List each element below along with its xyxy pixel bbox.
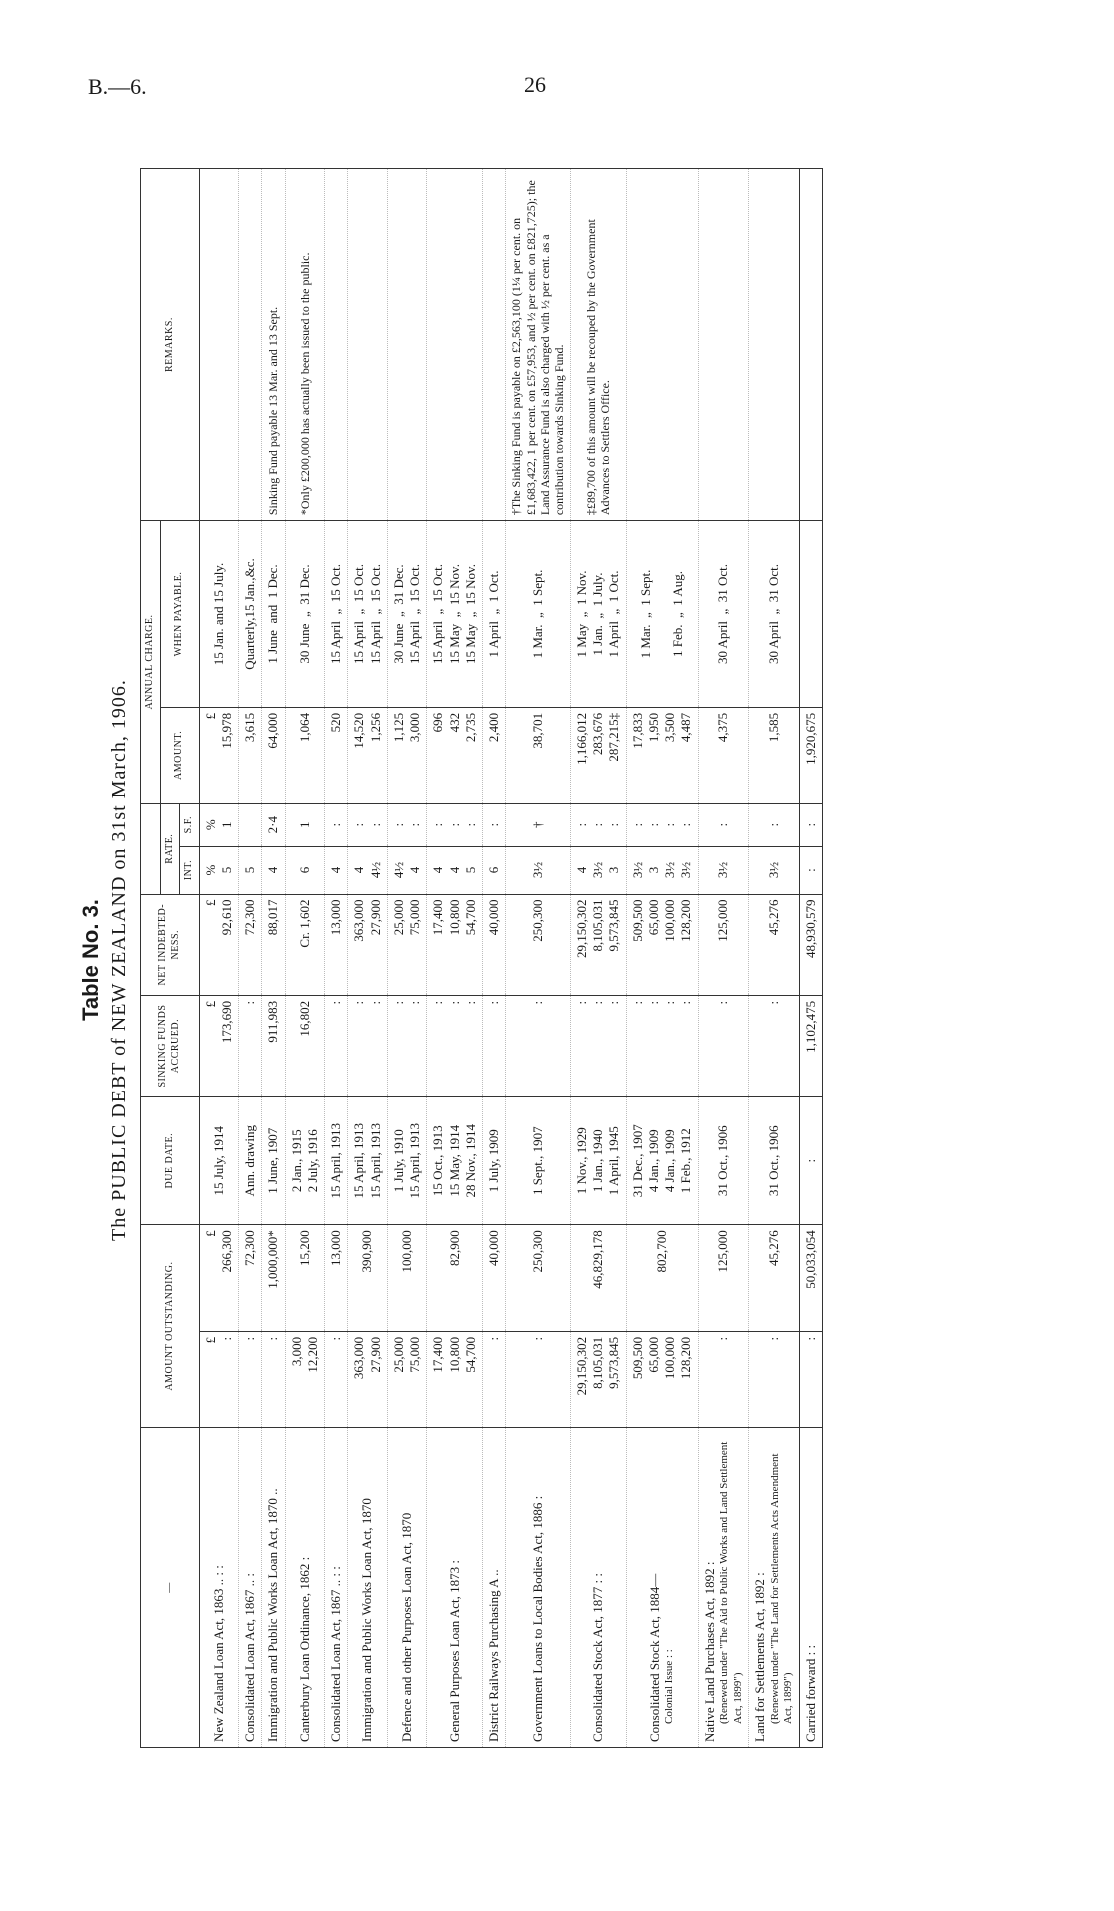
loan-act-sublabel: Colonial Issue : : <box>663 1649 676 1724</box>
loan-act-cell <box>285 1427 325 1747</box>
interest-rate-cell: 4 4½ <box>348 846 388 894</box>
table-row <box>698 169 749 1748</box>
document-reference: B.—6. <box>88 74 147 99</box>
due-date-cell: 1 July, 1909 <box>483 1097 506 1225</box>
sinking-fund-rate-cell: † <box>506 803 571 846</box>
sinking-funds-cell: : : <box>387 995 427 1096</box>
loan-act-cell <box>749 1427 800 1747</box>
sinking-funds-cell: : <box>483 995 506 1096</box>
when-payable-cell: Quarterly,15 Jan.,&c. <box>239 521 262 708</box>
amount-detail-cell: 363,000 27,900 <box>348 1331 388 1427</box>
loan-act-cell <box>348 1427 388 1747</box>
col-header-int: INT. <box>180 846 200 894</box>
interest-rate-cell: 6 <box>285 846 325 894</box>
sinking-fund-rate-cell: 1 <box>285 803 325 846</box>
annual-charge-amount-cell: 17,833 1,950 3,500 4,487 <box>626 707 698 803</box>
net-indebtedness-cell: 40,000 <box>483 894 506 995</box>
amount-total-cell: 45,276 <box>749 1225 800 1332</box>
table-row <box>262 169 285 1748</box>
col-header-sinking-funds: SINKING FUNDS ACCRUED. <box>141 995 200 1096</box>
annual-charge-amount-cell: 1,125 3,000 <box>387 707 427 803</box>
amount-total-cell: £ 266,300 <box>199 1225 239 1332</box>
net-indebtedness-cell: 250,300 <box>506 894 571 995</box>
due-date-cell: 1 July, 1910 15 April, 1913 <box>387 1097 427 1225</box>
annual-charge-amount-cell: 1,064 <box>285 707 325 803</box>
net-indebtedness-cell: 125,000 <box>698 894 749 995</box>
annual-charge-amount-cell: 1,585 <box>749 707 800 803</box>
table-row <box>325 169 348 1748</box>
remarks-cell: Sinking Fund payable 13 Mar. and 13 Sept. <box>262 169 285 521</box>
due-date-cell: 1 Sept., 1907 <box>506 1097 571 1225</box>
sinking-fund-rate-cell: 2·4 <box>262 803 285 846</box>
sinking-funds-cell: : <box>506 995 571 1096</box>
remarks-cell <box>698 169 749 521</box>
net-indebtedness-cell: £ 92,610 <box>199 894 239 995</box>
col-header-when-payable: WHEN PAYABLE. <box>160 521 199 708</box>
table-row <box>749 169 800 1748</box>
interest-rate-cell: 4½ 4 <box>387 846 427 894</box>
sinking-funds-cell: : <box>698 995 749 1096</box>
rotated-table-sheet <box>72 160 932 1760</box>
due-date-cell: 2 Jan., 1915 2 July, 1916 <box>285 1097 325 1225</box>
amount-total-cell: 50,033,054 <box>800 1225 823 1332</box>
loan-act-cell <box>239 1427 262 1747</box>
sinking-funds-cell: 1,102,475 <box>800 995 823 1096</box>
due-date-cell: : <box>800 1097 823 1225</box>
loan-act-cell <box>483 1427 506 1747</box>
col-header-rate: RATE. <box>160 803 180 894</box>
remarks-cell: †The Sinking Fund is payable on £2,563,100 (1¼ per cent. on £1,683,422, 1 per cent. on £57,953, and ½ per cent. on £821,725); the Land Assurance Fund is also charged with ½ per cent. as a contribution towards Sinking Fund. <box>506 169 571 521</box>
sinking-funds-cell: 16,802 <box>285 995 325 1096</box>
loan-act-label: Consolidated Loan Act, 1867 .. : : <box>328 1566 343 1742</box>
interest-rate-cell: : <box>800 846 823 894</box>
loan-act-cell <box>325 1427 348 1747</box>
loan-act-label: Consolidated Stock Act, 1884— <box>647 1573 663 1742</box>
amount-detail-cell: : <box>506 1331 571 1427</box>
interest-rate-cell: % 5 <box>199 846 239 894</box>
table-row <box>570 169 626 1748</box>
loan-act-cell <box>570 1427 626 1747</box>
annual-charge-amount-cell: £ 15,978 <box>199 707 239 803</box>
annual-charge-amount-cell: 2,400 <box>483 707 506 803</box>
table-row <box>285 169 325 1748</box>
net-indebtedness-cell: 29,150,302 8,105,031 9,573,845 <box>570 894 626 995</box>
amount-detail-cell: : <box>239 1331 262 1427</box>
loan-act-label: Consolidated Stock Act, 1877 : : <box>590 1573 606 1742</box>
table-row <box>626 169 698 1748</box>
when-payable-cell: 30 June „ 31 Dec. 15 April „ 15 Oct. <box>387 521 427 708</box>
loan-act-sublabel: (Renewed under "The Aid to Public Works and Land Settlement Act, 1899") <box>717 1441 744 1724</box>
annual-charge-amount-cell: 64,000 <box>262 707 285 803</box>
annual-charge-amount-cell: 3,615 <box>239 707 262 803</box>
loan-act-label: Government Loans to Local Bodies Act, 1886 : <box>529 1495 545 1742</box>
when-payable-cell: 15 April „ 15 Oct. 15 April „ 15 Oct. <box>348 521 388 708</box>
amount-total-cell: 802,700 <box>626 1225 698 1332</box>
sinking-fund-rate-cell: : : <box>348 803 388 846</box>
sinking-funds-cell: : : <box>348 995 388 1096</box>
amount-total-cell: 13,000 <box>325 1225 348 1332</box>
loan-act-label: General Purposes Loan Act, 1873 : <box>446 1560 462 1742</box>
net-indebtedness-cell: 48,930,579 <box>800 894 823 995</box>
remarks-cell <box>239 169 262 521</box>
sinking-funds-cell: : <box>749 995 800 1096</box>
due-date-cell: 1 June, 1907 <box>262 1097 285 1225</box>
when-payable-cell: 15 Jan. and 15 July. <box>199 521 239 708</box>
remarks-cell: ‡£89,700 of this amount will be recouped by the Government Advances to Settlers Office. <box>570 169 626 521</box>
col-header-amount: AMOUNT. <box>160 707 199 803</box>
sinking-fund-rate-cell: : <box>483 803 506 846</box>
loan-act-cell <box>427 1427 483 1747</box>
table-row <box>427 169 483 1748</box>
sinking-funds-cell: : : : : <box>626 995 698 1096</box>
due-date-cell: 31 Oct., 1906 <box>698 1097 749 1225</box>
amount-detail-cell: : <box>262 1331 285 1427</box>
amount-total-cell: 46,829,178 <box>570 1225 626 1332</box>
loan-act-label: Consolidated Loan Act, 1867 .. : <box>242 1573 257 1742</box>
sinking-funds-cell: : : : <box>427 995 483 1096</box>
due-date-cell: 15 April, 1913 15 April, 1913 <box>348 1097 388 1225</box>
col-header-due-date: DUE DATE. <box>141 1097 200 1225</box>
amount-total-cell: 100,000 <box>387 1225 427 1332</box>
loan-act-label: Land for Settlements Act, 1892 : <box>752 1572 768 1742</box>
col-header-sf: S.F. <box>180 803 200 846</box>
amount-total-cell: 1,000,000* <box>262 1225 285 1332</box>
sinking-fund-rate-cell <box>239 803 262 846</box>
amount-detail-cell: £ : <box>199 1331 239 1427</box>
loan-act-cell <box>698 1427 749 1747</box>
loan-act-cell <box>626 1427 698 1747</box>
annual-charge-amount-cell: 14,520 1,256 <box>348 707 388 803</box>
sinking-fund-rate-cell: : <box>749 803 800 846</box>
loan-act-label: Immigration and Public Works Loan Act, 1870 <box>359 1498 375 1742</box>
sinking-funds-cell: : <box>325 995 348 1096</box>
sinking-fund-rate-cell: : <box>325 803 348 846</box>
due-date-cell: 15 April, 1913 <box>325 1097 348 1225</box>
when-payable-cell: 1 May „ 1 Nov. 1 Jan. „ 1 July. 1 April „ 1 Oct. <box>570 521 626 708</box>
sinking-fund-rate-cell: % 1 <box>199 803 239 846</box>
amount-total-cell: 82,900 <box>427 1225 483 1332</box>
loan-act-label: District Railways Purchasing A .. <box>486 1569 501 1742</box>
loan-act-sublabel: (Renewed under "The Land for Settlements Acts Amendment Act, 1899") <box>768 1453 795 1724</box>
interest-rate-cell: 3½ <box>698 846 749 894</box>
sinking-fund-rate-cell: : : <box>387 803 427 846</box>
when-payable-cell: 1 Mar. „ 1 Sept. <box>506 521 571 708</box>
annual-charge-amount-cell: 38,701 <box>506 707 571 803</box>
net-indebtedness-cell: 509,500 65,000 100,000 128,200 <box>626 894 698 995</box>
remarks-cell <box>427 169 483 521</box>
interest-rate-cell: 4 <box>325 846 348 894</box>
when-payable-cell <box>800 521 823 708</box>
sinking-fund-rate-cell: : <box>698 803 749 846</box>
amount-detail-cell: 29,150,302 8,105,031 9,573,845 <box>570 1331 626 1427</box>
amount-detail-cell: 17,400 10,800 54,700 <box>427 1331 483 1427</box>
amount-detail-cell: : <box>698 1331 749 1427</box>
col-header-remarks: REMARKS. <box>141 169 200 521</box>
table-row <box>387 169 427 1748</box>
interest-rate-cell: 4 3½ 3 <box>570 846 626 894</box>
table-row <box>483 169 506 1748</box>
remarks-cell <box>325 169 348 521</box>
due-date-cell: 31 Oct., 1906 <box>749 1097 800 1225</box>
annual-charge-amount-cell: 4,375 <box>698 707 749 803</box>
due-date-cell: Ann. drawing <box>239 1097 262 1225</box>
amount-total-cell: 390,900 <box>348 1225 388 1332</box>
net-indebtedness-cell: 13,000 <box>325 894 348 995</box>
page-number: 26 <box>524 72 546 97</box>
remarks-cell <box>199 169 239 521</box>
annual-charge-amount-cell: 1,920,675 <box>800 707 823 803</box>
loan-act-cell <box>387 1427 427 1747</box>
when-payable-cell: 15 April „ 15 Oct. <box>325 521 348 708</box>
sinking-fund-rate-cell: : : : : <box>626 803 698 846</box>
remarks-cell <box>348 169 388 521</box>
loan-act-label: Canterbury Loan Ordinance, 1862 : <box>296 1556 312 1742</box>
annual-charge-amount-cell: 1,166,012 283,676 287,215‡ <box>570 707 626 803</box>
amount-detail-cell: : <box>749 1331 800 1427</box>
remarks-cell: *Only £200,000 has actually been issued to the public. <box>285 169 325 521</box>
interest-rate-cell: 3½ <box>506 846 571 894</box>
interest-rate-cell: 3½ <box>749 846 800 894</box>
table-caption: The PUBLIC DEBT of NEW ZEALAND on 31st March, 1906. <box>108 679 130 1241</box>
loan-act-label: New Zealand Loan Act, 1863 .. : : <box>210 1565 226 1742</box>
sinking-fund-rate-cell: : : : <box>570 803 626 846</box>
amount-total-cell: 15,200 <box>285 1225 325 1332</box>
net-indebtedness-cell: 45,276 <box>749 894 800 995</box>
due-date-cell: 15 July, 1914 <box>199 1097 239 1225</box>
annual-charge-amount-cell: 696 432 2,735 <box>427 707 483 803</box>
loan-act-label: Immigration and Public Works Loan Act, 1870 .. <box>265 1488 281 1742</box>
interest-rate-cell: 3½ 3 3½ 3½ <box>626 846 698 894</box>
interest-rate-cell: 6 <box>483 846 506 894</box>
amount-detail-cell: 3,000 12,200 <box>285 1331 325 1427</box>
amount-detail-cell: 509,500 65,000 100,000 128,200 <box>626 1331 698 1427</box>
annual-charge-amount-cell: 520 <box>325 707 348 803</box>
loan-act-cell <box>506 1427 571 1747</box>
when-payable-cell: 1 April „ 1 Oct. <box>483 521 506 708</box>
when-payable-cell: 15 April „ 15 Oct. 15 May „ 15 Nov. 15 May „ 15 Nov. <box>427 521 483 708</box>
sinking-funds-cell: 911,983 <box>262 995 285 1096</box>
table-row <box>348 169 388 1748</box>
net-indebtedness-cell: 72,300 <box>239 894 262 995</box>
loan-act-cell <box>800 1427 823 1747</box>
remarks-cell <box>626 169 698 521</box>
net-indebtedness-cell: 17,400 10,800 54,700 <box>427 894 483 995</box>
amount-detail-cell: : <box>800 1331 823 1427</box>
due-date-cell: 15 Oct., 1913 15 May, 1914 28 Nov., 1914 <box>427 1097 483 1225</box>
public-debt-table <box>140 168 823 1748</box>
remarks-cell <box>483 169 506 521</box>
when-payable-cell: 1 June and 1 Dec. <box>262 521 285 708</box>
remarks-cell <box>749 169 800 521</box>
sinking-funds-cell: : : : <box>570 995 626 1096</box>
sinking-funds-cell: £ 173,690 <box>199 995 239 1096</box>
remarks-cell <box>800 169 823 521</box>
amount-detail-cell: : <box>325 1331 348 1427</box>
interest-rate-cell: 5 <box>239 846 262 894</box>
due-date-cell: 1 Nov., 1929 1 Jan., 1940 1 April, 1945 <box>570 1097 626 1225</box>
col-header-blank: — <box>141 1427 200 1747</box>
col-header-rate-blank <box>141 803 161 894</box>
amount-detail-cell: 25,000 75,000 <box>387 1331 427 1427</box>
when-payable-cell: 30 June „ 31 Dec. <box>285 521 325 708</box>
amount-detail-cell: : <box>483 1331 506 1427</box>
table-row <box>506 169 571 1748</box>
sinking-funds-cell: : <box>239 995 262 1096</box>
table-number: Table No. 3. <box>78 899 103 1021</box>
table-row <box>800 169 823 1748</box>
sinking-fund-rate-cell: : : : <box>427 803 483 846</box>
loan-act-label: Carried forward : : <box>803 1644 819 1742</box>
col-header-net-indebtedness: NET INDEBTED-NESS. <box>141 894 200 995</box>
interest-rate-cell: 4 <box>262 846 285 894</box>
net-indebtedness-cell: 363,000 27,900 <box>348 894 388 995</box>
table-row <box>239 169 262 1748</box>
net-indebtedness-cell: 25,000 75,000 <box>387 894 427 995</box>
net-indebtedness-cell: Cr. 1,602 <box>285 894 325 995</box>
loan-act-cell <box>199 1427 239 1747</box>
when-payable-cell: 30 April „ 31 Oct. <box>749 521 800 708</box>
when-payable-cell: 30 April „ 31 Oct. <box>698 521 749 708</box>
loan-act-label: Defence and other Purposes Loan Act, 1870 <box>398 1512 414 1742</box>
when-payable-cell: 1 Mar. „ 1 Sept. 1 Feb. „ 1 Aug. <box>626 521 698 708</box>
loan-act-label: Native Land Purchases Act, 1892 : <box>701 1561 717 1742</box>
interest-rate-cell: 4 4 5 <box>427 846 483 894</box>
col-header-annual-charge: ANNUAL CHARGE. <box>141 521 161 804</box>
col-header-amount-outstanding: AMOUNT OUTSTANDING. <box>141 1225 200 1428</box>
amount-total-cell: 72,300 <box>239 1225 262 1332</box>
amount-total-cell: 40,000 <box>483 1225 506 1332</box>
net-indebtedness-cell: 88,017 <box>262 894 285 995</box>
loan-act-cell <box>262 1427 285 1747</box>
table-row <box>199 169 239 1748</box>
due-date-cell: 31 Dec., 1907 4 Jan., 1909 4 Jan., 1909 1 Feb., 1912 <box>626 1097 698 1225</box>
amount-total-cell: 250,300 <box>506 1225 571 1332</box>
sinking-fund-rate-cell: : <box>800 803 823 846</box>
remarks-cell <box>387 169 427 521</box>
amount-total-cell: 125,000 <box>698 1225 749 1332</box>
